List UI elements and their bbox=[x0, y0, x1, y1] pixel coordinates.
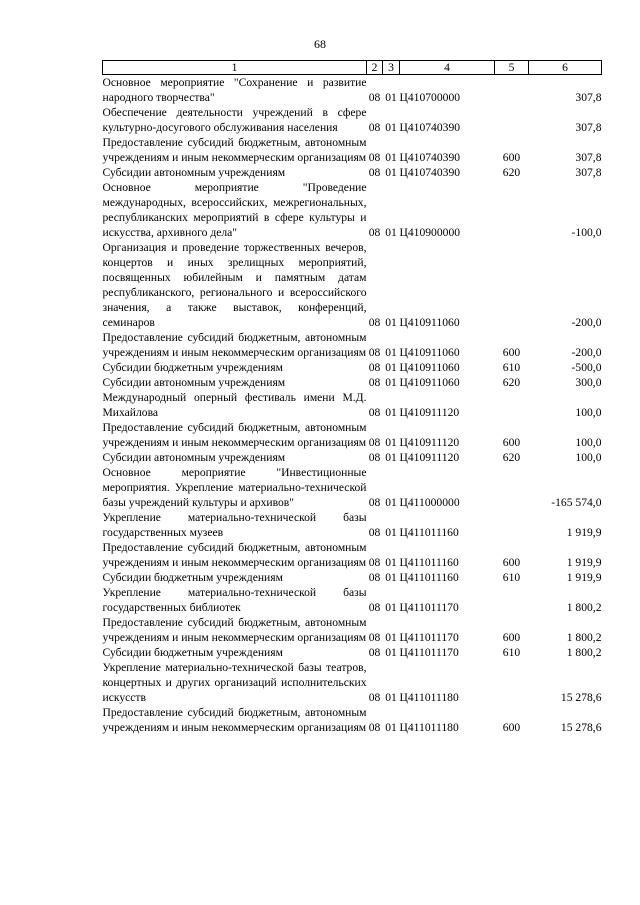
table-row bbox=[103, 375, 602, 390]
row-amount: 1 800,2 bbox=[566, 601, 602, 614]
row-subsection: 01 bbox=[385, 571, 397, 584]
header-col-2: 2 bbox=[367, 61, 383, 75]
table-row bbox=[103, 420, 602, 450]
table-row bbox=[103, 165, 602, 180]
row-amount: 15 278,6 bbox=[560, 691, 602, 704]
row-expense-type: 610 bbox=[502, 571, 521, 584]
row-subsection: 01 bbox=[385, 646, 397, 659]
row-target-article: Ц411011180 bbox=[399, 721, 459, 734]
row-subsection: 01 bbox=[385, 361, 397, 374]
row-section: 08 bbox=[368, 121, 381, 134]
row-section: 08 bbox=[368, 526, 381, 539]
row-target-article: Ц411011180 bbox=[399, 691, 459, 704]
row-target-article: Ц410911060 bbox=[399, 361, 460, 374]
row-target-article: Ц411011160 bbox=[399, 571, 459, 584]
table-row bbox=[103, 390, 602, 420]
row-target-article: Ц410911120 bbox=[399, 406, 460, 419]
row-amount: -100,0 bbox=[571, 226, 602, 239]
table-row bbox=[103, 360, 602, 375]
row-subsection: 01 bbox=[385, 601, 397, 614]
row-target-article: Ц411011160 bbox=[399, 556, 459, 569]
row-subsection: 01 bbox=[385, 151, 397, 164]
row-amount: 100,0 bbox=[575, 406, 602, 419]
row-name: Субсидии бюджетным учреждениям bbox=[102, 361, 283, 374]
row-amount: 1 919,9 bbox=[566, 571, 602, 584]
row-expense-type bbox=[495, 75, 529, 106]
row-expense-type: 600 bbox=[502, 721, 521, 734]
header-col-6: 6 bbox=[529, 61, 602, 75]
row-name: Основное мероприятие "Проведение международных, всероссийских, межрегиональных, республиканских мероприятий в сфере культуры и искусства, архивного дела" bbox=[102, 181, 367, 239]
row-section: 08 bbox=[368, 346, 381, 359]
table-row bbox=[103, 465, 602, 510]
row-target-article: Ц411011160 bbox=[399, 526, 459, 539]
row-subsection: 01 bbox=[385, 631, 397, 644]
row-target-article: Ц410740390 bbox=[399, 151, 461, 164]
row-name: Субсидии бюджетным учреждениям bbox=[102, 571, 283, 584]
row-name: Укрепление материально-технической базы государственных библиотек bbox=[102, 586, 367, 614]
row-section: 08 bbox=[368, 376, 381, 389]
row-subsection: 01 bbox=[385, 436, 397, 449]
row-expense-type: 620 bbox=[502, 166, 521, 179]
row-expense-type: 610 bbox=[502, 646, 521, 659]
row-expense-type: 620 bbox=[502, 376, 521, 389]
row-target-article: Ц410911060 bbox=[399, 376, 460, 389]
table-row bbox=[103, 570, 602, 585]
row-section: 08 bbox=[368, 721, 381, 734]
row-expense-type bbox=[495, 510, 529, 540]
row-subsection: 01 bbox=[385, 496, 397, 509]
row-target-article: Ц410911120 bbox=[399, 451, 460, 464]
table-row bbox=[103, 240, 602, 330]
row-section: 08 bbox=[368, 451, 381, 464]
row-subsection: 01 bbox=[385, 346, 397, 359]
header-col-5: 5 bbox=[495, 61, 529, 75]
row-name: Предоставление субсидий бюджетным, автономным учреждениям и иным некоммерческим организациям bbox=[102, 706, 367, 734]
row-amount: 300,0 bbox=[575, 376, 602, 389]
row-subsection: 01 bbox=[385, 406, 397, 419]
row-name: Укрепление материально-технической базы государственных музеев bbox=[102, 511, 367, 539]
row-amount: 1 919,9 bbox=[566, 556, 602, 569]
row-amount: 307,8 bbox=[575, 91, 602, 104]
header-col-4: 4 bbox=[400, 61, 495, 75]
table-row bbox=[103, 330, 602, 360]
row-target-article: Ц411011170 bbox=[399, 631, 459, 644]
table-row bbox=[103, 510, 602, 540]
row-subsection: 01 bbox=[385, 376, 397, 389]
table-row bbox=[103, 75, 602, 106]
row-amount: 1 800,2 bbox=[566, 631, 602, 644]
row-expense-type bbox=[495, 240, 529, 330]
row-expense-type: 610 bbox=[502, 361, 521, 374]
row-section: 08 bbox=[368, 166, 381, 179]
row-expense-type bbox=[495, 105, 529, 135]
row-target-article: Ц410740390 bbox=[399, 166, 461, 179]
row-amount: -165 574,0 bbox=[551, 496, 602, 509]
table-row bbox=[103, 135, 602, 165]
row-target-article: Ц410911060 bbox=[399, 346, 460, 359]
row-target-article: Ц410700000 bbox=[399, 91, 461, 104]
table-row bbox=[103, 450, 602, 465]
row-section: 08 bbox=[368, 316, 381, 329]
row-name: Субсидии бюджетным учреждениям bbox=[102, 646, 283, 659]
row-section: 08 bbox=[368, 406, 381, 419]
row-name: Основное мероприятие "Сохранение и развитие народного творчества" bbox=[102, 76, 367, 104]
row-section: 08 bbox=[368, 496, 381, 509]
header-col-1: 1 bbox=[103, 61, 367, 75]
row-name: Организация и проведение торжественных вечеров, концертов и иных зрелищных мероприятий, посвященных юбилейным и памятным датам республиканского, регионального и всероссийского значения, а также выставок, конференций, семинаров bbox=[102, 241, 367, 329]
row-section: 08 bbox=[368, 601, 381, 614]
row-amount: 1 919,9 bbox=[566, 526, 602, 539]
table-row bbox=[103, 585, 602, 615]
row-amount: -200,0 bbox=[571, 316, 602, 329]
row-name: Предоставление субсидий бюджетным, автономным учреждениям и иным некоммерческим организациям bbox=[102, 541, 367, 569]
row-name: Укрепление материально-технической базы театров, концертных и других организаций исполнительских искусств bbox=[102, 661, 367, 704]
header-row bbox=[103, 61, 602, 75]
row-subsection: 01 bbox=[385, 691, 397, 704]
row-expense-type: 600 bbox=[502, 346, 521, 359]
row-target-article: Ц410900000 bbox=[399, 226, 461, 239]
row-section: 08 bbox=[368, 226, 381, 239]
row-subsection: 01 bbox=[385, 556, 397, 569]
table-row bbox=[103, 615, 602, 645]
row-amount: 100,0 bbox=[575, 436, 602, 449]
row-section: 08 bbox=[368, 91, 381, 104]
row-amount: 15 278,6 bbox=[560, 721, 602, 734]
row-target-article: Ц411000000 bbox=[399, 496, 460, 509]
row-name: Обеспечение деятельности учреждений в сфере культурно-досугового обслуживания населения bbox=[102, 106, 367, 134]
row-amount: 307,8 bbox=[575, 166, 602, 179]
row-target-article: Ц410740390 bbox=[399, 121, 461, 134]
row-subsection: 01 bbox=[385, 526, 397, 539]
budget-table bbox=[102, 60, 602, 735]
row-amount: 307,8 bbox=[575, 121, 602, 134]
row-name: Субсидии автономным учреждениям bbox=[102, 451, 286, 464]
row-subsection: 01 bbox=[385, 721, 397, 734]
row-target-article: Ц411011170 bbox=[399, 601, 459, 614]
row-target-article: Ц411011170 bbox=[399, 646, 459, 659]
row-expense-type: 600 bbox=[502, 436, 521, 449]
row-expense-type: 600 bbox=[502, 151, 521, 164]
page-number: 68 bbox=[314, 37, 326, 51]
row-section: 08 bbox=[368, 361, 381, 374]
row-section: 08 bbox=[368, 631, 381, 644]
table-row bbox=[103, 705, 602, 735]
row-section: 08 bbox=[368, 571, 381, 584]
row-name: Основное мероприятие "Инвестиционные мероприятия. Укрепление материально-технической базы учреждений культуры и архивов" bbox=[102, 466, 367, 509]
row-name: Субсидии автономным учреждениям bbox=[102, 166, 286, 179]
table-row bbox=[103, 105, 602, 135]
row-section: 08 bbox=[368, 151, 381, 164]
row-subsection: 01 bbox=[385, 451, 397, 464]
header-col-3: 3 bbox=[383, 61, 400, 75]
row-expense-type bbox=[495, 465, 529, 510]
table-row bbox=[103, 660, 602, 705]
row-subsection: 01 bbox=[385, 166, 397, 179]
row-amount: -500,0 bbox=[571, 361, 602, 374]
row-subsection: 01 bbox=[385, 226, 397, 239]
row-amount: 307,8 bbox=[575, 151, 602, 164]
row-subsection: 01 bbox=[385, 121, 397, 134]
row-expense-type: 620 bbox=[502, 451, 521, 464]
row-expense-type bbox=[495, 660, 529, 705]
row-section: 08 bbox=[368, 646, 381, 659]
row-expense-type bbox=[495, 585, 529, 615]
row-target-article: Ц410911120 bbox=[399, 436, 460, 449]
row-expense-type: 600 bbox=[502, 631, 521, 644]
row-subsection: 01 bbox=[385, 316, 397, 329]
row-target-article: Ц410911060 bbox=[399, 316, 460, 329]
row-name: Предоставление субсидий бюджетным, автономным учреждениям и иным некоммерческим организациям bbox=[102, 331, 367, 359]
row-section: 08 bbox=[368, 556, 381, 569]
row-amount: 100,0 bbox=[575, 451, 602, 464]
row-section: 08 bbox=[368, 436, 381, 449]
row-name: Международный оперный фестиваль имени М.Д. Михайлова bbox=[102, 391, 367, 419]
table-row bbox=[103, 540, 602, 570]
table-row bbox=[103, 180, 602, 240]
table-row bbox=[103, 645, 602, 660]
row-expense-type bbox=[495, 180, 529, 240]
row-subsection: 01 bbox=[385, 91, 397, 104]
row-name: Предоставление субсидий бюджетным, автономным учреждениям и иным некоммерческим организациям bbox=[102, 421, 367, 449]
row-name: Субсидии автономным учреждениям bbox=[102, 376, 286, 389]
row-name: Предоставление субсидий бюджетным, автономным учреждениям и иным некоммерческим организациям bbox=[102, 136, 367, 164]
row-expense-type bbox=[495, 390, 529, 420]
row-amount: 1 800,2 bbox=[566, 646, 602, 659]
row-expense-type: 600 bbox=[502, 556, 521, 569]
row-amount: -200,0 bbox=[571, 346, 602, 359]
row-name: Предоставление субсидий бюджетным, автономным учреждениям и иным некоммерческим организациям bbox=[102, 616, 367, 644]
row-section: 08 bbox=[368, 691, 381, 704]
